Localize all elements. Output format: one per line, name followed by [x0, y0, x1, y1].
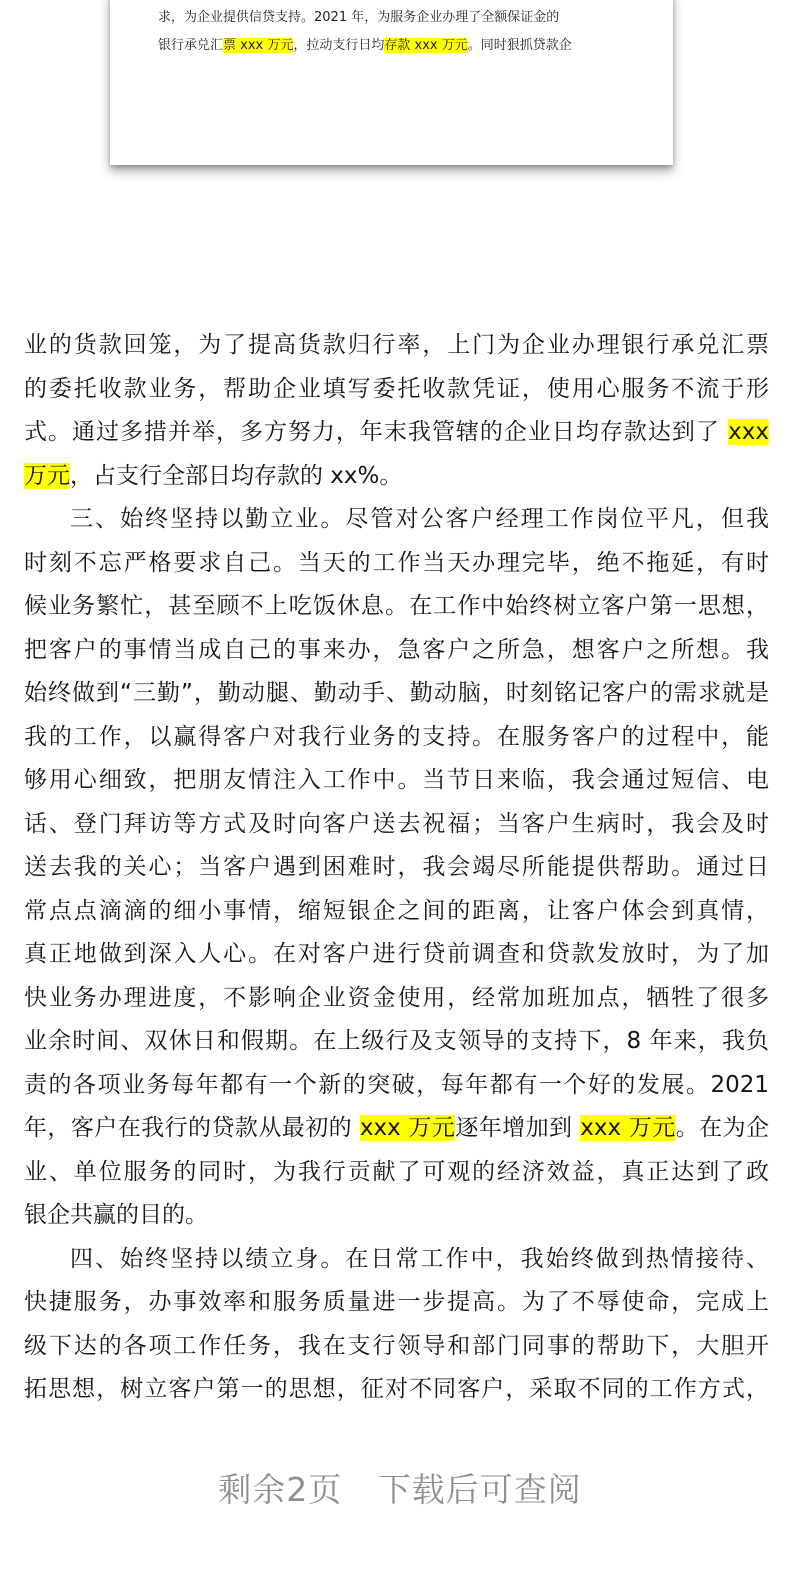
text-line: 常点点滴滴的细小事情，缩短银企之间的距离，让客户体会到真情，: [24, 897, 769, 924]
preview-text: 银行承兑汇: [158, 38, 224, 53]
download-prompt[interactable]: [0, 1464, 800, 1511]
document-body: [24, 324, 769, 1412]
text-line: 责的各项业务每年都有一个新的突破，每年都有一个好的发展。2021: [24, 1071, 769, 1098]
highlighted-text: xxx 万元: [359, 1115, 456, 1141]
text-line: 业、单位服务的同时，为我行贡献了可观的经济效益，真正达到了政: [24, 1158, 769, 1185]
text-line: 级下达的各项工作任务，我在支行领导和部门同事的帮助下，大胆开: [24, 1332, 769, 1359]
highlighted-text: 存款 xxx 万元: [384, 38, 468, 53]
text-line: 候业务繁忙，甚至顾不上吃饭休息。在工作中始终树立客户第一思想，: [24, 593, 769, 619]
text-line: [24, 455, 769, 499]
text-segment: 式。通过多措并举，多方努力，年末我管辖的企业日均存款达到了: [24, 419, 720, 445]
text-line: [24, 1107, 769, 1151]
text-line: 的委托收款业务，帮助企业填写委托收款凭证，使用心服务不流于形: [24, 375, 769, 402]
text-segment: 年，客户在我行的贷款从最初的: [24, 1115, 353, 1141]
text-line: 拓思想，树立客户第一的思想，征对不同客户，采取不同的工作方式，: [24, 1376, 769, 1402]
text-line: 真正地做到深入人心。在对客户进行贷前调查和贷款发放时，为了加: [24, 941, 769, 967]
text-line: 始终做到“三勤”，勤动腿、勤动手、勤动脑，时刻铭记客户的需求就是: [24, 680, 769, 706]
text-line: 业的货款回笼，为了提高货款归行率，上门为企业办理银行承兑汇票: [24, 332, 769, 358]
preview-line: 求，为企业提供信贷支持。2021 年，为服务企业办理了全额保证金的: [158, 10, 560, 25]
highlighted-text: 票 xxx 万元: [223, 38, 294, 53]
text-line: 话、登门拜访等方式及时向客户送去祝福；当客户生病时，我会及时: [24, 810, 769, 837]
text-line: 快捷服务，办事效率和服务质量进一步提高。为了不辱使命，完成上: [24, 1289, 769, 1315]
text-line: 够用心细致，把朋友情注入工作中。当节日来临，我会通过短信、电: [24, 767, 769, 793]
text-line: 把客户的事情当成自己的事来办，急客户之所急，想客户之所想。我: [24, 636, 769, 663]
text-line: 送去我的关心；当客户遇到困难时，我会竭尽所能提供帮助。通过日: [24, 854, 769, 880]
highlighted-text: 万元: [24, 462, 70, 489]
preview-text: ，拉动支行日均: [293, 38, 385, 53]
text-line: 四、始终坚持以绩立身。在日常工作中，我始终做到热情接待、: [70, 1245, 769, 1272]
remaining-pages-text: 剩余2页: [218, 1470, 343, 1509]
preview-text: 。同时狠抓贷款企: [467, 38, 572, 53]
download-to-view-text: 下载后可查阅: [377, 1470, 582, 1509]
text-segment: 。在为企: [675, 1115, 770, 1141]
text-line: 三、始终坚持以勤立业。尽管对公客户经理工作岗位平凡，但我: [70, 506, 769, 532]
text-line: 业余时间、双休日和假期。在上级行及支领导的支持下，8 年来，我负: [24, 1028, 769, 1054]
preview-line: [158, 36, 658, 56]
text-segment: ，占支行全部日均存款的 xx%。: [70, 462, 403, 489]
highlighted-text: xxx: [728, 419, 770, 445]
text-line: [24, 411, 769, 455]
text-line: 我的工作，以赢得客户对我行业务的支持。在服务客户的过程中，能: [24, 723, 769, 750]
page-preview-card: [110, 0, 673, 165]
text-line: 银企共赢的目的。: [24, 1202, 208, 1228]
text-line: 快业务办理进度，不影响企业资金使用，经常加班加点，牺牲了很多: [24, 984, 769, 1011]
text-segment: 逐年增加到: [455, 1115, 573, 1141]
highlighted-text: xxx 万元: [580, 1115, 676, 1141]
text-line: 时刻不忘严格要求自己。当天的工作当天办理完毕，绝不拖延，有时: [24, 549, 769, 576]
